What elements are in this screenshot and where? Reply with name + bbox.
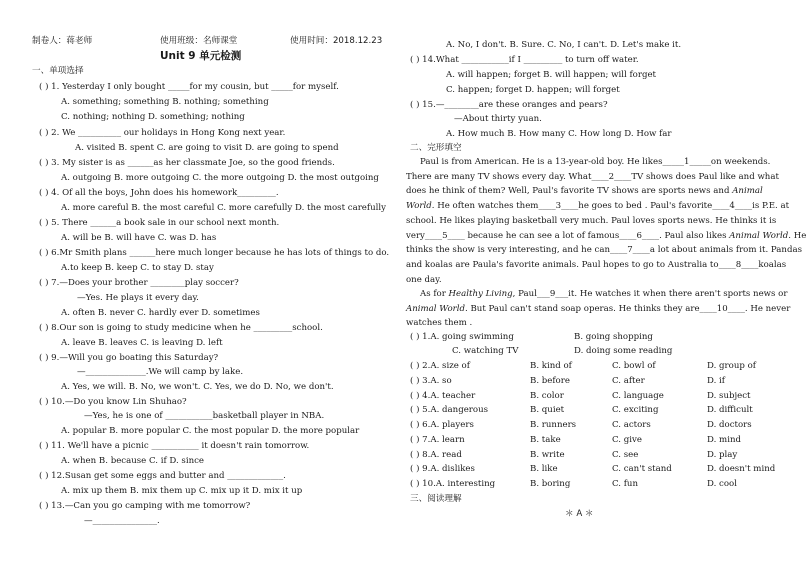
question-line: ( ) 14.What ___________if I _________ to turn off water. (410, 55, 639, 65)
question-line: A. No, I don't. B. Sure. C. No, I can't. D. Let's make it. (446, 40, 682, 50)
cloze-option: D. cool (707, 479, 737, 489)
question-line: A. more careful B. the most careful C. more carefully D. the most carefully (61, 203, 386, 213)
section-single-choice-title: 一、单项选择 (32, 66, 84, 76)
cloze-option: ( ) 4.A. teacher (410, 391, 476, 401)
cloze-option: C. actors (612, 420, 651, 430)
passage-line: thinks the show is very interesting, and he can____7____a lot about animals from it. Pandas (406, 245, 802, 256)
question-line: ( ) 10.—Do you know Lin Shuhao? (39, 397, 187, 407)
question-line: A. outgoing B. more outgoing C. the more outgoing D. the most outgoing (61, 173, 379, 183)
question-line: ( ) 1. Yesterday I only bought _____for my cousin, but _____for myself. (39, 82, 339, 92)
question-line: ( ) 9.—Will you go boating this Saturday? (39, 353, 219, 363)
maker-label: 制卷人：蒋老师 (32, 36, 93, 46)
cloze-option: B. boring (530, 479, 571, 489)
page-title: Unit 9 单元检测 (160, 50, 242, 62)
question-line: ( ) 11. We'll have a picnic ___________ it doesn't rain tomorrow. (39, 441, 310, 451)
cloze-option: ( ) 10.A. interesting (410, 479, 496, 489)
question-line: —______________.We will camp by lake. (77, 367, 244, 377)
passage-line: one day. (406, 274, 442, 285)
class-label: 使用班级：名师课堂 (160, 36, 238, 46)
question-line: ( ) 5. There ______a book sale in our school next month. (39, 218, 280, 228)
cloze-option: B. runners (530, 420, 577, 430)
question-line: ( ) 3. My sister is as ______as her classmate Joe, so the good friends. (39, 158, 335, 168)
cloze-option: B. quiet (530, 405, 565, 415)
section-cloze-title: 二、完形填空 (410, 143, 462, 153)
cloze-option: B. going shopping (574, 332, 653, 342)
cloze-option: D. doing some reading (574, 346, 673, 356)
question-line: ( ) 8.Our son is going to study medicine when he _________school. (39, 323, 323, 333)
cloze-passage (406, 155, 806, 287)
question-line: A. will happen; forget B. will happen; will forget (446, 70, 657, 80)
question-line: A. often B. never C. hardly ever D. sometimes (61, 308, 260, 318)
cloze-option: C. bowl of (612, 361, 656, 371)
cloze-option: D. doesn't mind (707, 464, 776, 474)
cloze-option: C. after (612, 376, 645, 386)
cloze-option: D. doctors (707, 420, 752, 430)
section-reading-title: 三、阅读理解 (410, 494, 462, 504)
cloze-option: C. exciting (612, 405, 659, 415)
question-line: ( ) 13.—Can you go camping with me tomorrow? (39, 501, 251, 511)
cloze-option: D. if (707, 376, 725, 386)
cloze-option: C. watching TV (452, 346, 519, 356)
cloze-passage-2 (406, 287, 791, 331)
passage-line: As for Healthy Living, Paul___9___it. He watches it when there aren't sports news or (420, 289, 788, 299)
reading-section-label: ＊ A ＊ (565, 509, 594, 519)
question-line: A. popular B. more popular C. the most popular D. the more popular (61, 426, 360, 436)
cloze-option: B. write (530, 450, 565, 460)
cloze-option: ( ) 1.A. going swimming (410, 332, 514, 342)
question-line: —Yes. He plays it every day. (77, 293, 199, 303)
question-line: —_______________. (84, 516, 160, 526)
passage-line: World. He often watches them____3____he goes to bed . Paul's favorite____4____is P.E. at (406, 201, 790, 212)
question-line: A. Yes, we will. B. No, we won't. C. Yes, we do D. No, we don't. (61, 382, 334, 392)
cloze-option: D. difficult (707, 405, 753, 415)
question-line: A. visited B. spent C. are going to visit D. are going to spend (75, 143, 339, 153)
question-line: A. leave B. leaves C. is leaving D. left (61, 338, 223, 348)
cloze-option: ( ) 3.A. so (410, 376, 452, 386)
question-line: ( ) 15.—________are these oranges and pears? (410, 100, 608, 110)
passage-line: Paul is from American. He is a 13-year-old boy. He likes_____1_____on weekends. (420, 157, 771, 167)
cloze-option: B. color (530, 391, 564, 401)
passage-line: Animal World. But Paul can't stand soap operas. He thinks they are____10____. He never (406, 303, 791, 314)
question-line: —Yes, he is one of ___________basketball player in NBA. (84, 411, 325, 421)
cloze-option: C. fun (612, 479, 638, 489)
cloze-option: ( ) 2.A. size of (410, 361, 470, 371)
cloze-option: B. take (530, 435, 561, 445)
question-line: ( ) 6.Mr Smith plans ______here much longer because he has lots of things to do. (39, 248, 390, 258)
cloze-option: D. play (707, 450, 738, 460)
question-line: A. How much B. How many C. How long D. How far (446, 129, 672, 139)
question-line: C. nothing; nothing D. something; nothing (61, 112, 245, 122)
passage-line: very____5____ because he can see a lot of famous____6____. Paul also likes Animal World. He (406, 230, 806, 241)
question-line: ( ) 2. We __________ our holidays in Hong Kong next year. (39, 128, 286, 138)
question-line: ( ) 7.—Does your brother ________play soccer? (39, 278, 239, 288)
cloze-option: ( ) 7.A. learn (410, 435, 465, 445)
passage-line: There are many TV shows every day. What____2____TV shows does Paul like and what (406, 171, 779, 182)
question-line: —About thirty yuan. (454, 114, 542, 124)
question-line: ( ) 4. Of all the boys, John does his homework_________. (39, 188, 279, 198)
cloze-option: ( ) 6.A. players (410, 420, 474, 430)
cloze-option: B. kind of (530, 361, 572, 371)
question-line: A. mix up them B. mix them up C. mix up it D. mix it up (61, 486, 303, 496)
question-line: A. something; something B. nothing; something (61, 97, 269, 107)
cloze-option: C. language (612, 391, 664, 401)
cloze-option: B. like (530, 464, 558, 474)
cloze-option: C. can't stand (612, 464, 672, 474)
question-line: A.to keep B. keep C. to stay D. stay (61, 263, 214, 273)
cloze-option: ( ) 8.A. read (410, 450, 462, 460)
cloze-option: D. mind (707, 435, 741, 445)
passage-line: does he think of them? Well, Paul's favorite TV shows are sports news and Animal (406, 186, 763, 197)
date-label: 使用时间：2018.12.23 (290, 36, 383, 46)
cloze-option: ( ) 5.A. dangerous (410, 405, 489, 415)
passage-line: watches them . (406, 318, 473, 329)
question-line: A. will be B. will have C. was D. has (61, 233, 217, 243)
question-line: C. happen; forget D. happen; will forget (446, 85, 620, 95)
cloze-option: B. before (530, 376, 570, 386)
cloze-option: D. subject (707, 391, 751, 401)
cloze-option: D. group of (707, 361, 756, 371)
question-line: A. when B. because C. if D. since (61, 456, 205, 466)
passage-line: school. He likes playing basketball very much. Paul loves sports news. He thinks it is (406, 215, 777, 226)
cloze-option: ( ) 9.A. dislikes (410, 464, 475, 474)
cloze-option: C. see (612, 450, 639, 460)
question-line: ( ) 12.Susan get some eggs and butter and _____________. (39, 471, 286, 481)
cloze-option: C. give (612, 435, 642, 445)
passage-line: and koalas are Paula's favorite animals. Paul hopes to go to Australia to____8____koalas (406, 259, 787, 270)
